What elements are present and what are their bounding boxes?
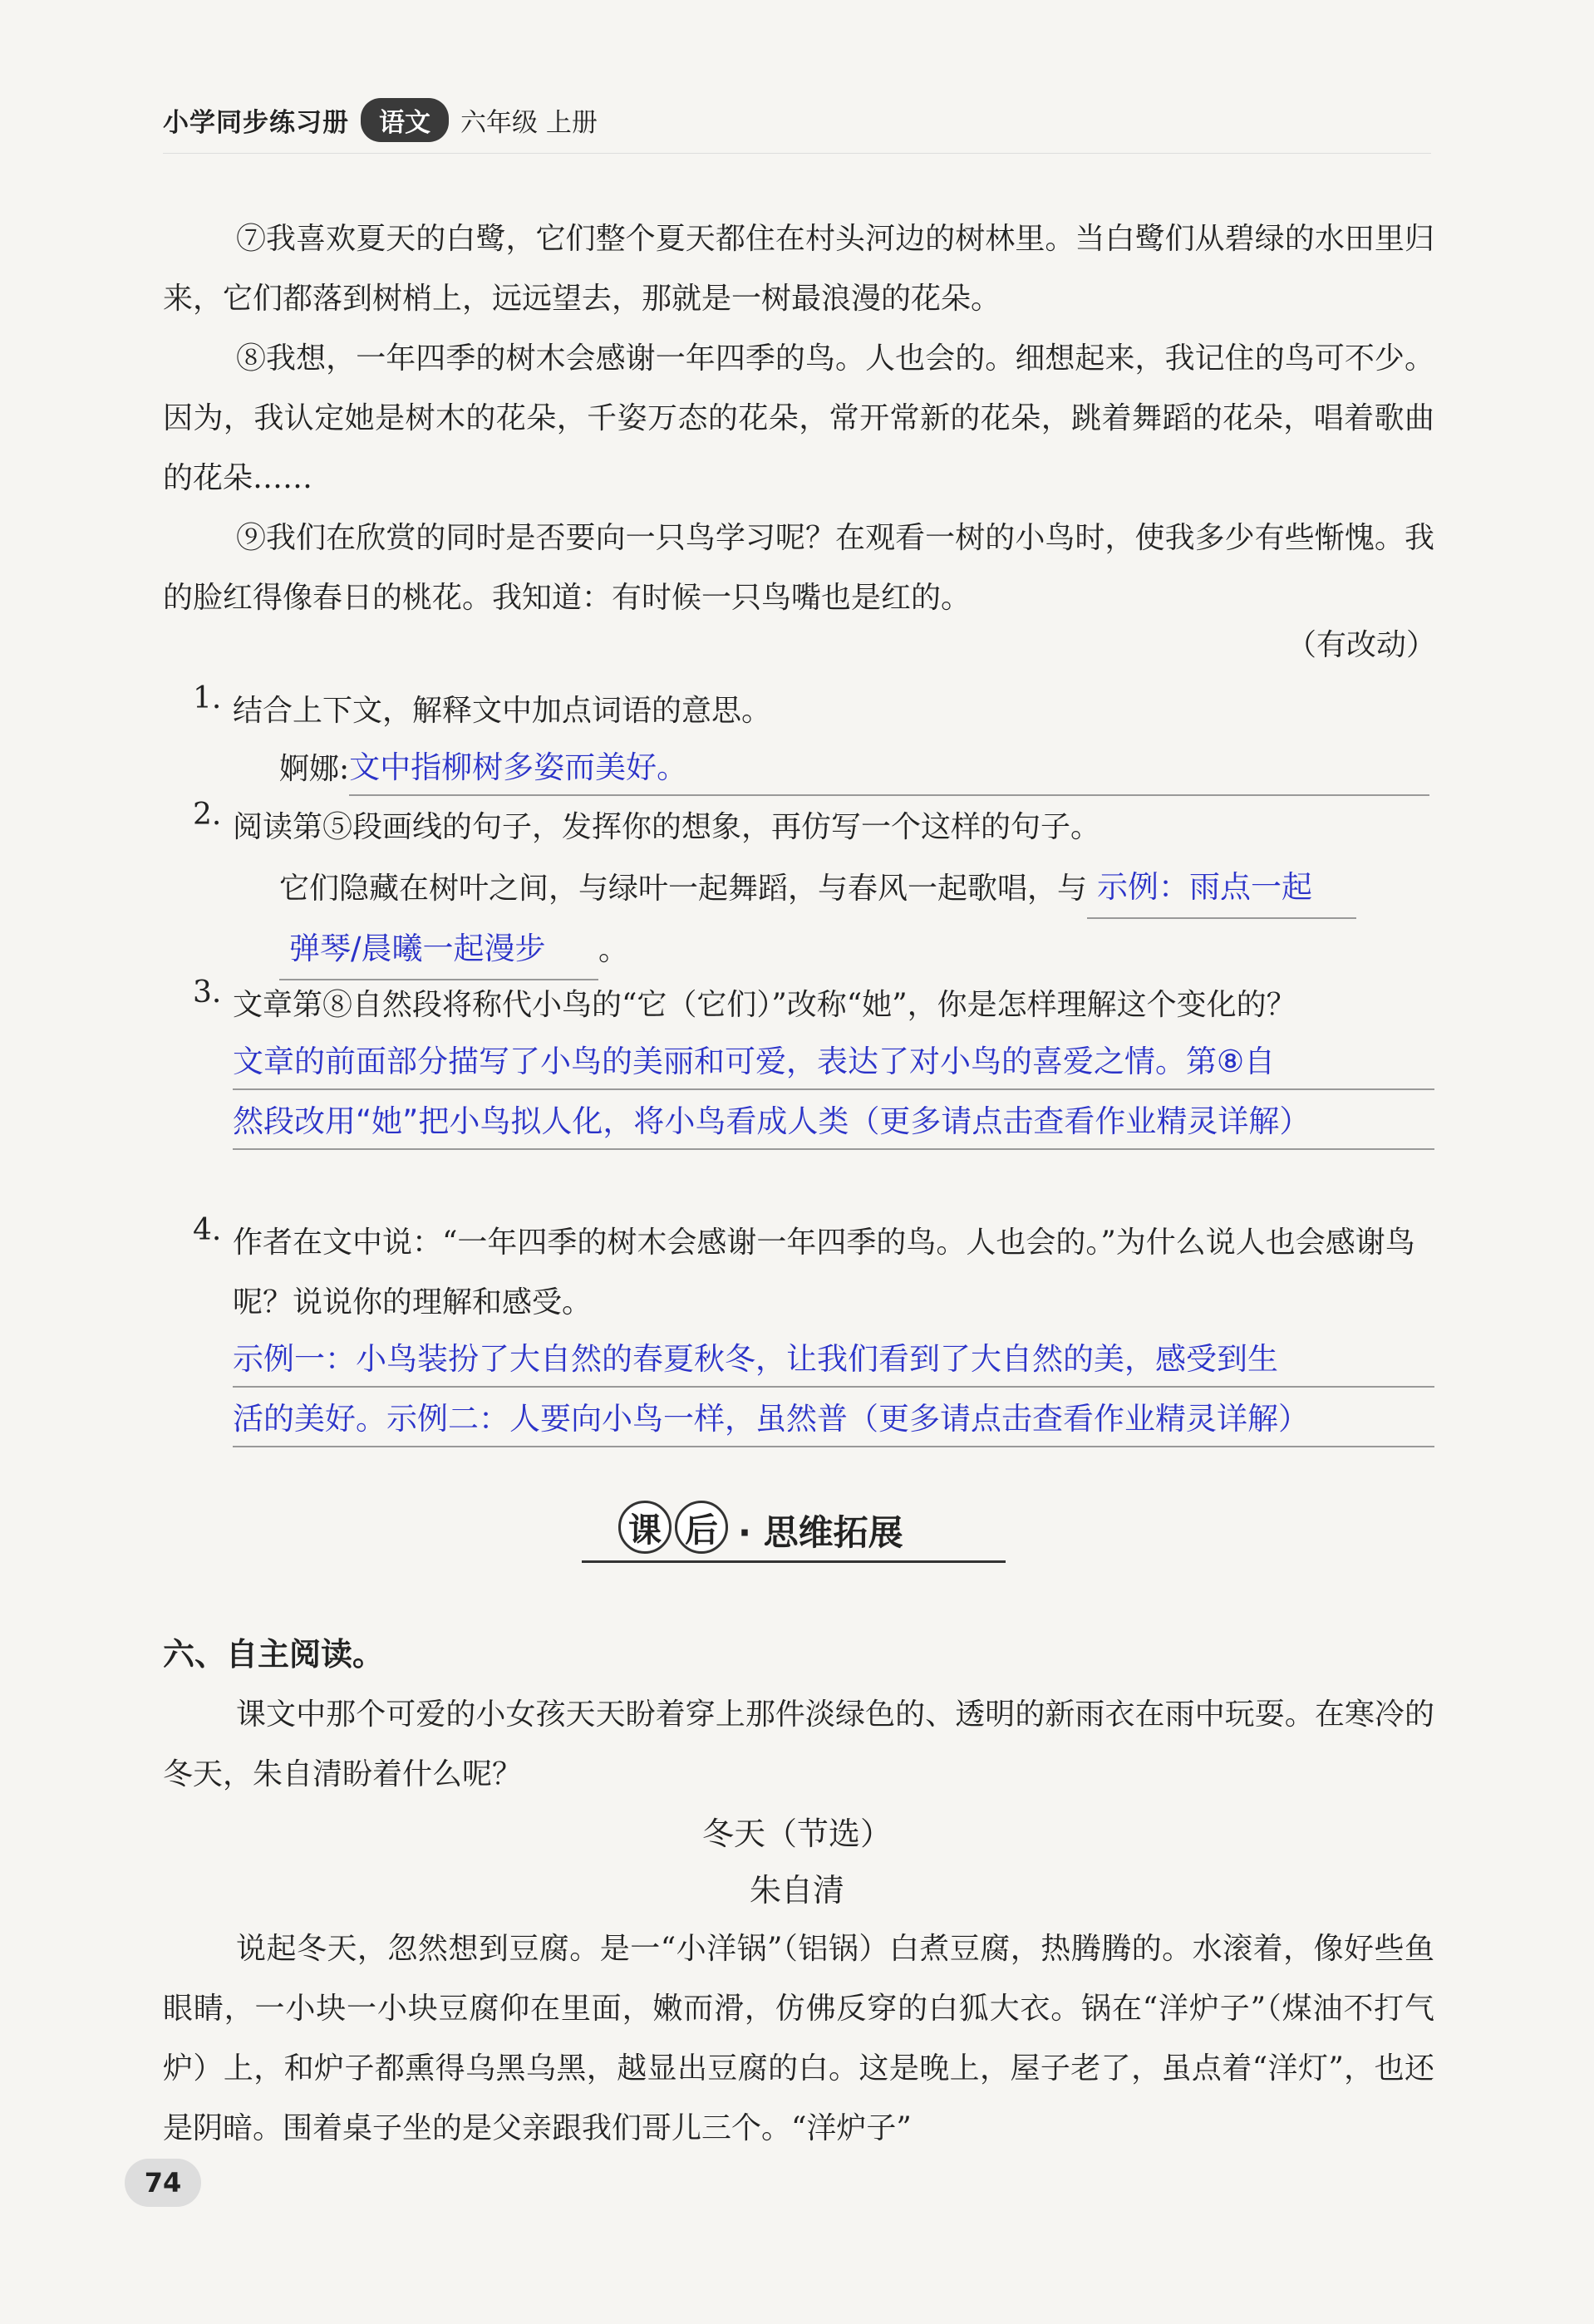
page-header — [163, 96, 598, 143]
grade-label: 六年级 上册 — [460, 107, 598, 138]
answer-field[interactable]: 文章的前面部分描写了小鸟的美丽和可爱，表达了对小鸟的喜爱之情。第⑧自 — [233, 1035, 1434, 1090]
paragraph-7: ⑦我喜欢夏天的白鹭，它们整个夏天都住在村头河边的树林里。当白鹭们从碧绿的水田里归来，它们都落到树梢上，远远望去，那就是一树最浪漫的花朵。 — [163, 222, 1434, 316]
banner-rule-main — [673, 1560, 1006, 1563]
banner-title: · 思维拓展 — [738, 1512, 903, 1553]
header-divider — [163, 153, 1431, 154]
question-text: 作者在文中说：“一年四季的树木会感谢一年四季的鸟。人也会的。”为什么说人也会感谢鸟呢？说说你的理解和感受。 — [233, 1226, 1415, 1319]
source-note: （有改动） — [1286, 628, 1436, 662]
answer-field[interactable]: 活的美好。示例二：人要向小鸟一样，虽然普（更多请点击查看作业精灵详解） — [233, 1393, 1434, 1447]
question-number: 3. — [193, 975, 222, 1010]
question-2 — [193, 798, 1434, 980]
paragraph-9: ⑨我们在欣赏的同时是否要向一只鸟学习呢？在观看一树的小鸟时，使我多少有些惭愧。我的脸红得像春日的桃花。我知道：有时候一只鸟嘴也是红的。 — [163, 521, 1434, 615]
question-number: 2. — [193, 798, 222, 832]
section-intro: 课文中那个可爱的小女孩天天盼着穿上那件淡绿色的、透明的新雨衣在雨中玩耍。在寒冷的冬天，朱自清盼着什么呢？ — [163, 1698, 1434, 1791]
question-text: 阅读第⑤段画线的句子，发挥你的想象，再仿写一个这样的句子。 — [233, 810, 1101, 844]
question-1 — [193, 681, 1434, 796]
banner-rule-left — [582, 1560, 681, 1563]
question-4 — [193, 1213, 1434, 1447]
question-text: 文章第⑧自然段将称代小鸟的“它（它们）”改称“她”，你是怎样理解这个变化的？ — [233, 988, 1296, 1022]
answer-field[interactable]: 然段改用“她”把小鸟拟人化，将小鸟看成人类（更多请点击查看作业精灵详解） — [233, 1095, 1434, 1150]
banner-char-circle: 课 — [618, 1501, 672, 1554]
question-text: 结合上下文，解释文中加点词语的意思。 — [233, 694, 772, 728]
banner-char-circle: 后 — [675, 1501, 728, 1554]
sentence-end: 。 — [598, 933, 629, 967]
answer-field[interactable]: 文中指柳树多姿而美好。 — [349, 741, 1429, 796]
question-number: 4. — [193, 1213, 222, 1247]
answer-field[interactable]: 示例一：小鸟装扮了大自然的春夏秋冬，让我们看到了大自然的美，感受到生 — [233, 1333, 1434, 1388]
article-body: 说起冬天，忽然想到豆腐。是一“小洋锅”（铝锅）白煮豆腐，热腾腾的。水滚着，像好些鱼眼睛，一小块一小块豆腐仰在里面，嫩而滑，仿佛反穿的白狐大衣。锅在“洋炉子”（煤油不打气炉）上，和炉子都熏得乌黑乌黑，越显出豆腐的白。这是晚上，屋子老了，虽点着“洋灯”，也还是阴暗。围着桌子坐的是父亲跟我们哥儿三个。“洋炉子” — [163, 1932, 1434, 2145]
question-3 — [193, 975, 1434, 1150]
term-label: 婀娜: — [279, 752, 350, 786]
page-number: 74 — [125, 2159, 201, 2207]
article-title: 冬天（节选） — [701, 1815, 892, 1852]
subject-badge: 语文 — [361, 98, 449, 142]
article-author: 朱自清 — [749, 1872, 844, 1909]
answer-field[interactable]: 弹琴/晨曦一起漫步 — [279, 919, 598, 980]
paragraph-8: ⑧我想，一年四季的树木会感谢一年四季的鸟。人也会的。细想起来，我记住的鸟可不少。因为，我认定她是树木的花朵，千姿万态的花朵，常开常新的花朵，跳着舞蹈的花朵，唱着歌曲的花朵…… — [163, 341, 1434, 495]
question-prompt: 它们隐藏在树叶之间，与绿叶一起舞蹈，与春风一起歌唱，与 — [279, 872, 1088, 906]
question-number: 1. — [193, 681, 222, 715]
section-banner — [582, 1496, 1014, 1587]
book-series-title: 小学同步练习册 — [163, 107, 349, 138]
section-6-title: 六、自主阅读。 — [163, 1636, 385, 1673]
answer-field[interactable]: 示例：雨点一起 — [1087, 857, 1356, 919]
